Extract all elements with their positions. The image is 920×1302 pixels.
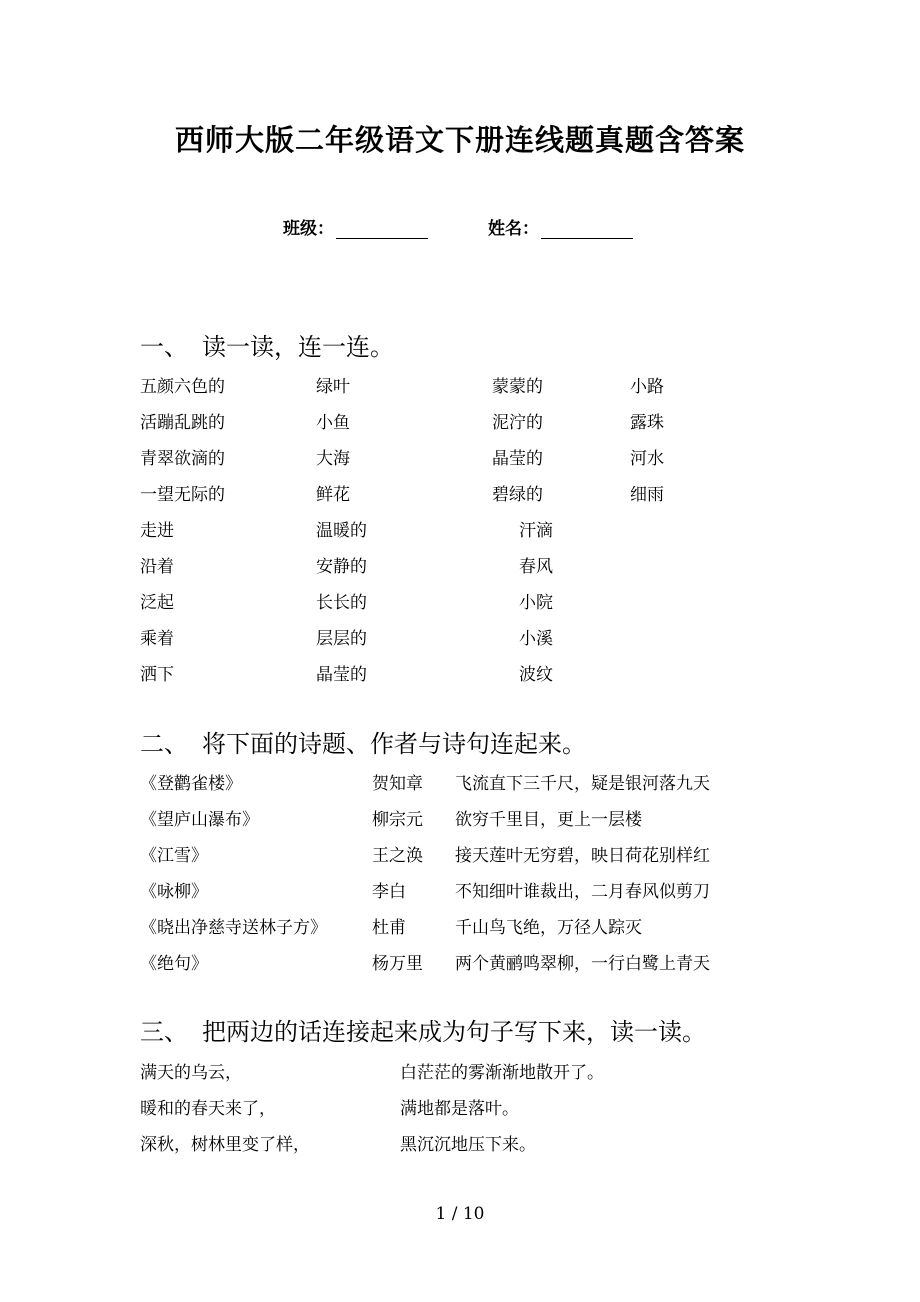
s2-r3-verse: 接天莲叶无穷碧，映日荷花别样红 [455,846,710,866]
section-title: 读一读，连一连。 [202,333,394,361]
s1b-r2-c3: 春风 [519,557,553,577]
class-label: 班级： [283,219,334,239]
section-title: 将下面的诗题、作者与诗句连起来。 [202,730,586,758]
s1-r4-c2: 鲜花 [316,485,350,505]
section-number: 二、 [140,730,188,758]
s2-r2-verse: 欲穷千里目，更上一层楼 [455,810,642,830]
s3-r1-right: 白茫茫的雾渐渐地散开了。 [400,1063,604,1083]
s1-r3-c1: 青翠欲滴的 [140,449,225,469]
s2-r1-author: 贺知章 [372,774,423,794]
s1b-r2-c1: 沿着 [140,557,174,577]
class-field [283,214,428,239]
s1-r1-c1: 五颜六色的 [140,377,225,397]
section-2-heading [140,724,586,759]
s1b-r3-c3: 小院 [519,593,553,613]
s1-r2-c1: 活蹦乱跳的 [140,413,225,433]
s1-r1-c3: 蒙蒙的 [492,377,543,397]
s3-r2-right: 满地都是落叶。 [400,1099,519,1119]
s1-r4-c1: 一望无际的 [140,485,225,505]
s1b-r5-c1: 洒下 [140,665,174,685]
s1-r1-c2: 绿叶 [316,377,350,397]
s1-r2-c2: 小鱼 [316,413,350,433]
s2-r4-verse: 不知细叶谁裁出，二月春风似剪刀 [455,882,710,902]
s1-r1-c4: 小路 [630,377,664,397]
s1b-r2-c2: 安静的 [316,557,367,577]
section-number: 一、 [140,333,188,361]
s1b-r4-c1: 乘着 [140,629,174,649]
s3-r1-left: 满天的乌云， [140,1063,242,1083]
s1b-r3-c2: 长长的 [316,593,367,613]
s2-r5-title: 《晓出净慈寺送林子方》 [140,918,327,938]
s2-r6-author: 杨万里 [372,954,423,974]
s2-r1-title: 《登鹳雀楼》 [140,774,242,794]
s1-r3-c3: 晶莹的 [492,449,543,469]
name-label: 姓名： [488,219,539,239]
s1-r3-c4: 河水 [630,449,664,469]
s1-r3-c2: 大海 [316,449,350,469]
s2-r5-author: 杜甫 [372,918,406,938]
s1b-r1-c2: 温暖的 [316,521,367,541]
page-title: 西师大版二年级语文下册连线题真题含答案 [174,123,745,157]
s1b-r4-c2: 层层的 [316,629,367,649]
s2-r3-author: 王之涣 [372,846,423,866]
s3-r3-right: 黑沉沉地压下来。 [400,1135,536,1155]
s2-r4-title: 《咏柳》 [140,882,208,902]
s1b-r1-c3: 汗滴 [519,521,553,541]
name-blank[interactable] [541,220,633,239]
section-title: 把两边的话连接起来成为句子写下来，读一读。 [202,1018,706,1046]
s1-r4-c4: 细雨 [630,485,664,505]
s2-r5-verse: 千山鸟飞绝，万径人踪灭 [455,918,642,938]
s2-r2-title: 《望庐山瀑布》 [140,810,259,830]
page-number: 1 / 10 [435,1204,485,1224]
s1b-r5-c2: 晶莹的 [316,665,367,685]
s2-r3-title: 《江雪》 [140,846,208,866]
section-3-heading [140,1012,706,1047]
s2-r1-verse: 飞流直下三千尺，疑是银河落九天 [455,774,710,794]
s3-r3-left: 深秋，树林里变了样， [140,1135,310,1155]
s1b-r1-c1: 走进 [140,521,174,541]
s1-r2-c4: 露珠 [630,413,664,433]
name-field [488,214,633,239]
s3-r2-left: 暖和的春天来了， [140,1099,276,1119]
s2-r6-verse: 两个黄鹂鸣翠柳，一行白鹭上青天 [455,954,710,974]
s1b-r3-c1: 泛起 [140,593,174,613]
s2-r6-title: 《绝句》 [140,954,208,974]
s1b-r5-c3: 波纹 [519,665,553,685]
class-blank[interactable] [336,220,428,239]
s2-r2-author: 柳宗元 [372,810,423,830]
s2-r4-author: 李白 [372,882,406,902]
section-number: 三、 [140,1018,188,1046]
s1-r2-c3: 泥泞的 [492,413,543,433]
s1-r4-c3: 碧绿的 [492,485,543,505]
s1b-r4-c3: 小溪 [519,629,553,649]
section-1-heading [140,327,394,362]
